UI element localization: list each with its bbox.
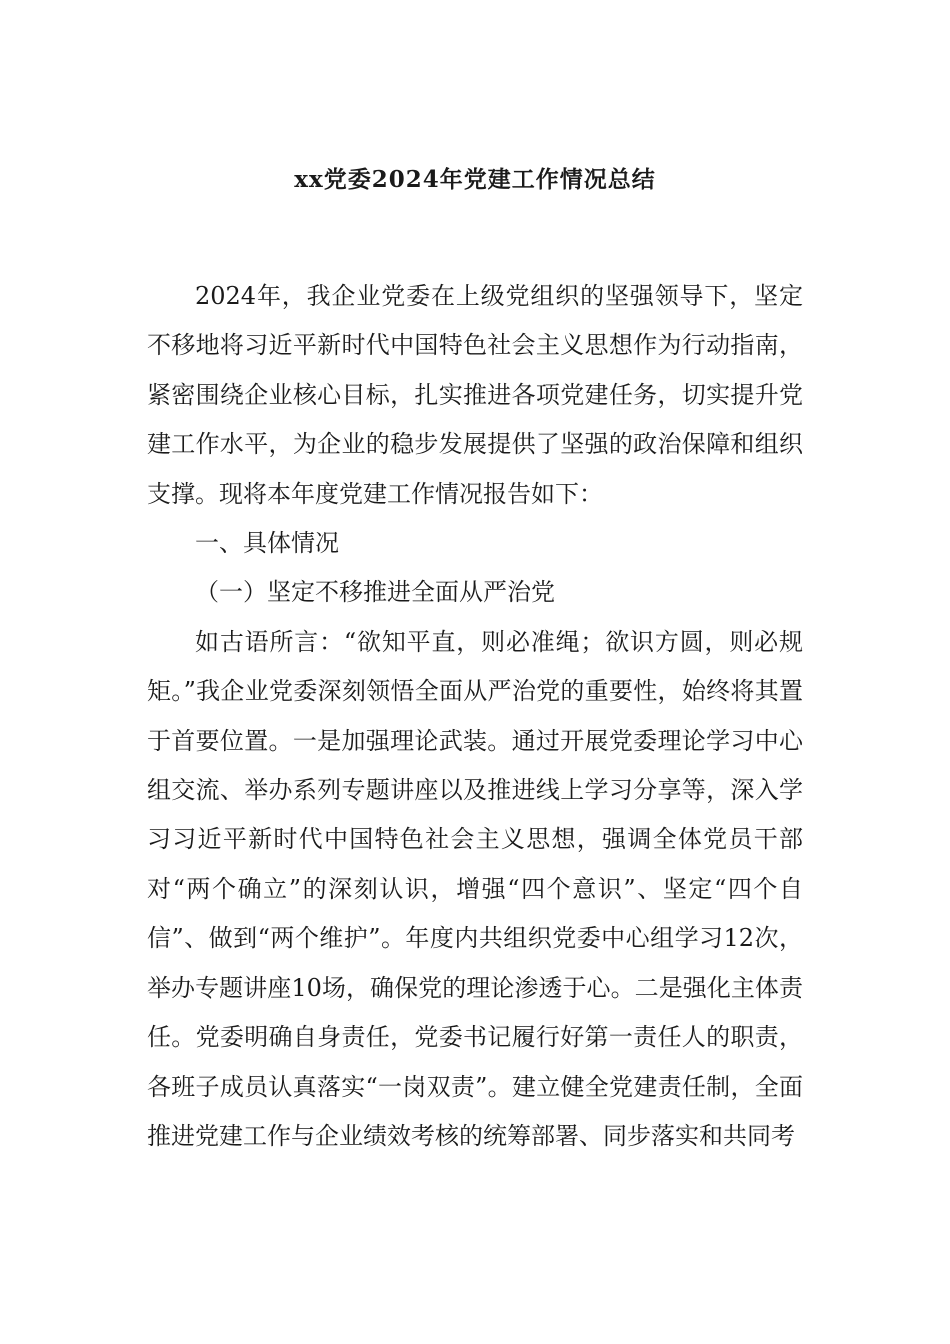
subsection-heading: （一）坚定不移推进全面从严治党 <box>195 578 555 607</box>
section-heading: 一、具体情况 <box>195 529 339 558</box>
body-paragraph: 如古语所言：“欲知平直，则必准绳；欲识方圆，则必规矩。”我企业党委深刻领悟全面从严治党的重要性，始终将其置于首要位置。一是加强理论武装。通过开展党委理论学习中心组交流、举办系列专题讲座以及推进线上学习分享等，深入学习习近平新时代中国特色社会主义思想，强调全体党员干部对“两个确立”的深刻认识，增强“四个意识”、坚定“四个自信”、做到“两个维护”。年度内共组织党委中心组学习12次，举办专题讲座10场，确保党的理论渗透于心。二是强化主体责任。党委明确自身责任，党委书记履行好第一责任人的职责，各班子成员认真落实“一岗双责”。建立健全党建责任制，全面推进党建工作与企业绩效考核的统筹部署、同步落实和共同考 <box>147 627 803 1150</box>
document-title: xx党委2024年党建工作情况总结 <box>294 166 656 193</box>
document-body <box>147 272 803 1161</box>
intro-paragraph: 2024年，我企业党委在上级党组织的坚强领导下，坚定不移地将习近平新时代中国特色社会主义思想作为行动指南，紧密围绕企业核心目标，扎实推进各项党建任务，切实提升党建工作水平，为企业的稳步发展提供了坚强的政治保障和组织支撑。现将本年度党建工作情况报告如下： <box>147 282 803 508</box>
